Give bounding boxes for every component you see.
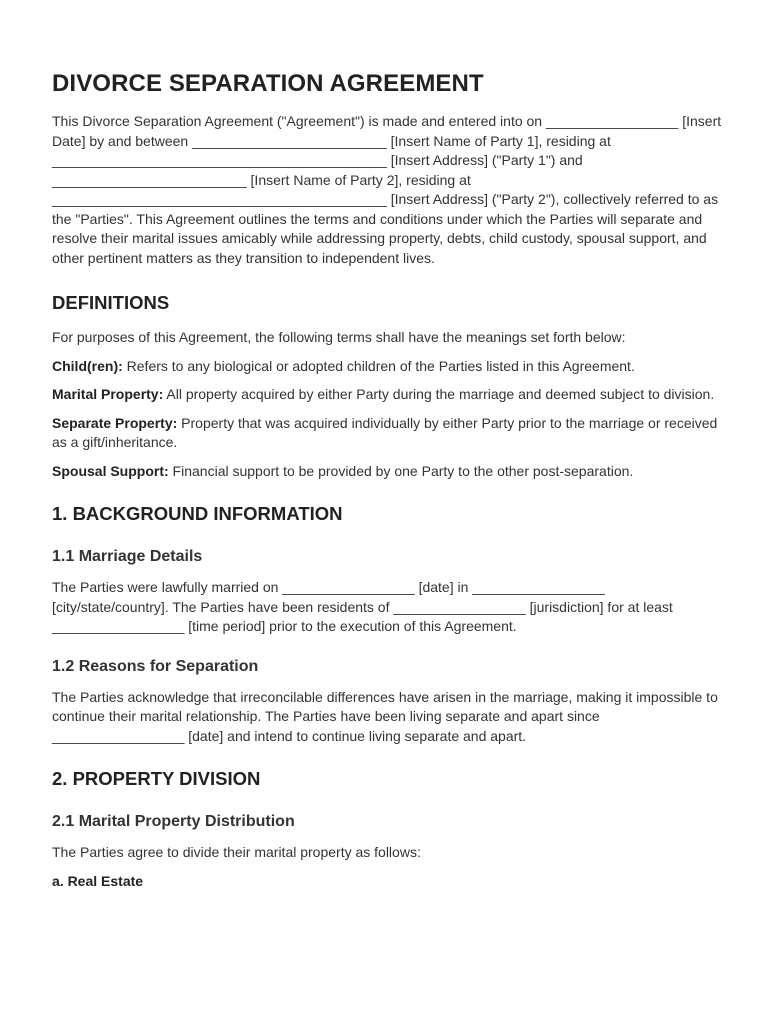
definitions-heading: DEFINITIONS xyxy=(52,292,170,313)
document-title: DIVORCE SEPARATION AGREEMENT xyxy=(52,70,484,97)
real-estate-label: a. Real Estate xyxy=(52,872,144,889)
definition-item-children xyxy=(52,357,722,377)
definition-item-separate-property xyxy=(52,414,722,453)
definition-text: Refers to any biological or adopted children of the Parties listed in this Agreement. xyxy=(122,357,635,374)
definition-text: All property acquired by either Party during the marriage and deemed subject to division. xyxy=(163,386,715,402)
definition-term: Spousal Support: xyxy=(52,462,169,479)
document-page xyxy=(52,70,722,891)
definition-term: Child(ren): xyxy=(52,357,123,374)
marriage-details-text: The Parties were lawfully married on _________________ [date] in _________________ [city/state/country]. The Parties have been residents of _________________ [jurisdiction] for at least _________________ [time period] prior to the execution of this Agreement. xyxy=(52,579,673,634)
definition-text: Financial support to be provided by one Party to the other post-separation. xyxy=(168,462,634,479)
marital-property-distribution-heading: 2.1 Marital Property Distribution xyxy=(52,813,295,830)
reasons-separation-text: The Parties acknowledge that irreconcilable differences have arisen in the marriage, making it impossible to continue their marital relationship. The Parties have been living separate and apart since _________________ [date] and intend to continue living separate and apart. xyxy=(52,688,718,744)
definition-term: Marital Property: xyxy=(52,386,164,402)
marital-property-distribution-text: The Parties agree to divide their marital property as follows: xyxy=(52,844,421,860)
background-heading: 1. BACKGROUND INFORMATION xyxy=(52,503,343,524)
intro-paragraph: This Divorce Separation Agreement ("Agreement") is made and entered into on _________________ [Insert Date] by and between _________________________ [Insert Name of Party 1], residing at ___________________________________________ [Insert Address] ("Party 1") and _________________________ [Insert Name of Party 2], residing at ___________________________________________ [Insert Address] ("Party 2"), collectively referred to as the "Parties". This Agreement outlines the terms and conditions under which the Parties will separate and resolve their marital issues amicably while addressing property, debts, child custody, spousal support, and other pertinent matters as they transition to independent lives. xyxy=(52,113,722,266)
definition-text: Property that was acquired individually by either Party prior to the marriage or received as a gift/inheritance. xyxy=(52,414,718,450)
reasons-separation-heading: 1.2 Reasons for Separation xyxy=(52,657,259,675)
property-division-heading: 2. PROPERTY DIVISION xyxy=(52,768,261,789)
definition-term: Separate Property: xyxy=(52,414,178,431)
definition-item-marital-property xyxy=(52,385,722,405)
definitions-lead: For purposes of this Agreement, the following terms shall have the meanings set forth below: xyxy=(52,329,626,345)
definition-item-spousal-support xyxy=(52,462,722,482)
marriage-details-heading: 1.1 Marriage Details xyxy=(52,548,203,565)
